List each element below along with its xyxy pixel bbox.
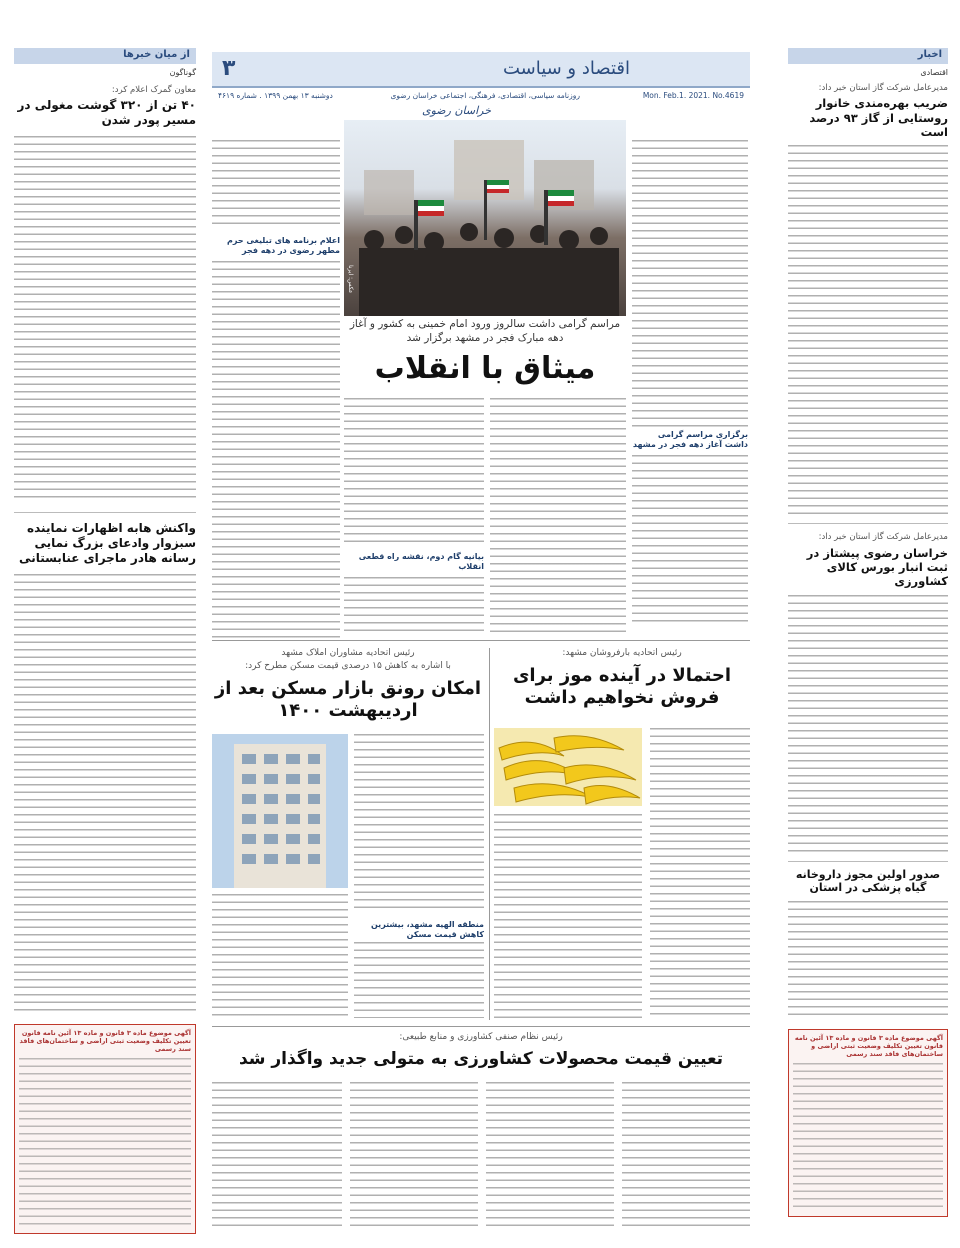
left-news-column (14, 48, 196, 1238)
agri-story (212, 1032, 750, 1238)
agri-kicker: رئیس نظام صنفی کشاورزی و منابع طبیعی: (399, 1032, 563, 1042)
section-title: اقتصاد و سیاست (502, 58, 630, 79)
right-section-label: اقتصادی (920, 68, 948, 77)
lead-body-col-2 (344, 398, 484, 632)
header-info-strip (212, 90, 750, 104)
masthead-logo: خراسان رضوی (422, 104, 492, 117)
date-en: Mon. Feb.1. 2021. No.4619 (642, 91, 744, 100)
agri-body-col-4 (212, 1082, 342, 1232)
right-tab (788, 48, 948, 64)
right-story1-kicker: مدیرعامل شرکت گاز استان خبر داد: (818, 83, 948, 93)
left-tab (14, 48, 196, 64)
lead-bottom-rule (212, 640, 750, 641)
lead-photo (344, 120, 626, 316)
right-tab-label: اخبار (917, 49, 942, 60)
left-legal-ad (14, 1024, 196, 1234)
right-legal-ad (788, 1029, 948, 1217)
left-tab-label: از میان خبرها (123, 49, 190, 60)
housing-kicker: رئیس اتحادیه مشاوران املاک مشهد (281, 648, 415, 658)
lead-subhead-3: بیانیه گام دوم، نقشه راه قطعی انقلاب (358, 552, 484, 572)
agri-body-col-1 (622, 1082, 750, 1232)
right-story2-body (788, 595, 948, 853)
lead-left-body-a (212, 140, 340, 230)
housing-photo (212, 734, 348, 888)
lead-col2-body-a (344, 398, 484, 548)
mid-bottom-rule (212, 1026, 750, 1027)
housing-story (212, 648, 484, 1020)
page-header (212, 52, 750, 118)
right-divider-1 (788, 523, 948, 524)
right-story1-body (788, 145, 948, 515)
right-ad-title: آگهی موضوع ماده ۳ قانون و ماده ۱۳ آئین نامه قانون تعیین تکلیف وضعیت ثبتی اراضی و ساختمان‌های فاقد سند رسمی (794, 1034, 943, 1059)
banana-photo (494, 728, 642, 806)
right-ad-body (793, 1063, 943, 1213)
subtitle-strip: روزنامه سیاسی، اقتصادی، فرهنگی، اجتماعی خراسان رضوی (390, 91, 580, 100)
housing-subhead: منطقه الهیه مشهد، بیشترین کاهش قیمت مسکن (370, 920, 484, 940)
crowd-illustration (344, 120, 626, 316)
building-illustration (212, 734, 348, 888)
right-story3-headline: صدور اولین مجوز داروخانه گیاه پزشکی در استان (795, 867, 941, 895)
agri-body-col-3 (350, 1082, 478, 1232)
lead-body-col-3 (490, 398, 626, 632)
right-news-column (788, 48, 948, 1238)
right-story3-body (788, 901, 948, 1019)
header-section-bar (212, 52, 750, 88)
page-number: ۳ (222, 56, 236, 81)
right-divider-2 (788, 861, 948, 862)
mid-vertical-rule (489, 648, 490, 1020)
lead-col2-body-b (344, 577, 484, 637)
lead-headline: میثاق با انقلاب (374, 351, 596, 386)
left-story2-body (14, 574, 196, 1014)
banana-kicker: رئیس اتحادیه بارفروشان مشهد: (562, 648, 682, 658)
agri-body-col-2 (486, 1082, 614, 1232)
bananas-illustration (494, 728, 642, 806)
housing-body-right (354, 734, 484, 914)
lead-body-col-right (632, 140, 748, 430)
date-fa: دوشنبه ۱۳ بهمن ۱۳۹۹ . شماره ۴۶۱۹ (218, 91, 333, 100)
housing-body-left (212, 894, 348, 1018)
banana-body-right (650, 728, 750, 1018)
left-story1-headline: ۴۰ تن از ۳۲۰ گوشت مغولی در مسیر پودر شدن (17, 98, 196, 128)
lead-left-body-b (212, 261, 340, 639)
left-story2-headline: واکنش هابه اظهارات نماینده سبزوار وادعای بزرگ نمایی رسانه هادر ماجرای عنابستانی (19, 521, 196, 566)
banana-headline: احتمالا در آینده موز برای فروش نخواهیم داشت (512, 664, 732, 709)
banana-body-left (494, 814, 642, 1018)
left-story1-body (14, 136, 196, 502)
housing-deck: با اشاره به کاهش ۱۵ درصدی قیمت مسکن مطرح کرد: (245, 660, 451, 671)
lead-subhead-2: اعلام برنامه های تبلیغی حرم مطهر رضوی در دهه فجر (227, 236, 340, 256)
lead-body-col-4 (632, 430, 748, 632)
left-ad-body (19, 1058, 191, 1230)
lead-col4-body (632, 455, 748, 627)
left-section-label: گوناگون (169, 68, 196, 77)
left-divider-1 (14, 512, 196, 513)
left-ad-title: آگهی موضوع ماده ۳ قانون و ماده ۱۳ آئین نامه قانون تعیین تکلیف وضعیت ثبتی اراضی و ساختمان‌های فاقد سند رسمی (19, 1029, 191, 1054)
photo-credit: عکس: ایرنا (347, 265, 354, 294)
lead-kicker: مراسم گرامی داشت سالروز ورود امام خمینی به کشور و آغاز دهه مبارک فجر در مشهد برگزار شد (349, 318, 621, 344)
housing-body-right-2 (354, 942, 484, 1018)
housing-headline: امکان رونق بازار مسکن بعد از اردیبهشت ۱۴۰۰ (214, 677, 482, 722)
right-story1-headline: ضریب بهره‌مندی خانوار روستایی از گاز ۹۳ درصد است (809, 96, 948, 139)
agri-headline: تعیین قیمت محصولات کشاورزی به متولی جدید واگذار شد (238, 1048, 724, 1069)
lead-body-col-left (212, 140, 340, 630)
right-story2-headline: خراسان رضوی پیشتاز در ثبت انبار بورس کالای کشاورزی (806, 545, 948, 589)
lead-subhead-1: برگزاری مراسم گرامی داشت آغاز دهه فجر در مشهد (632, 430, 748, 450)
left-story1-kicker: معاون گمرک اعلام کرد: (111, 85, 196, 95)
banana-story (494, 648, 750, 1020)
right-story2-kicker: مدیرعامل شرکت گاز استان خبر داد: (818, 532, 948, 543)
